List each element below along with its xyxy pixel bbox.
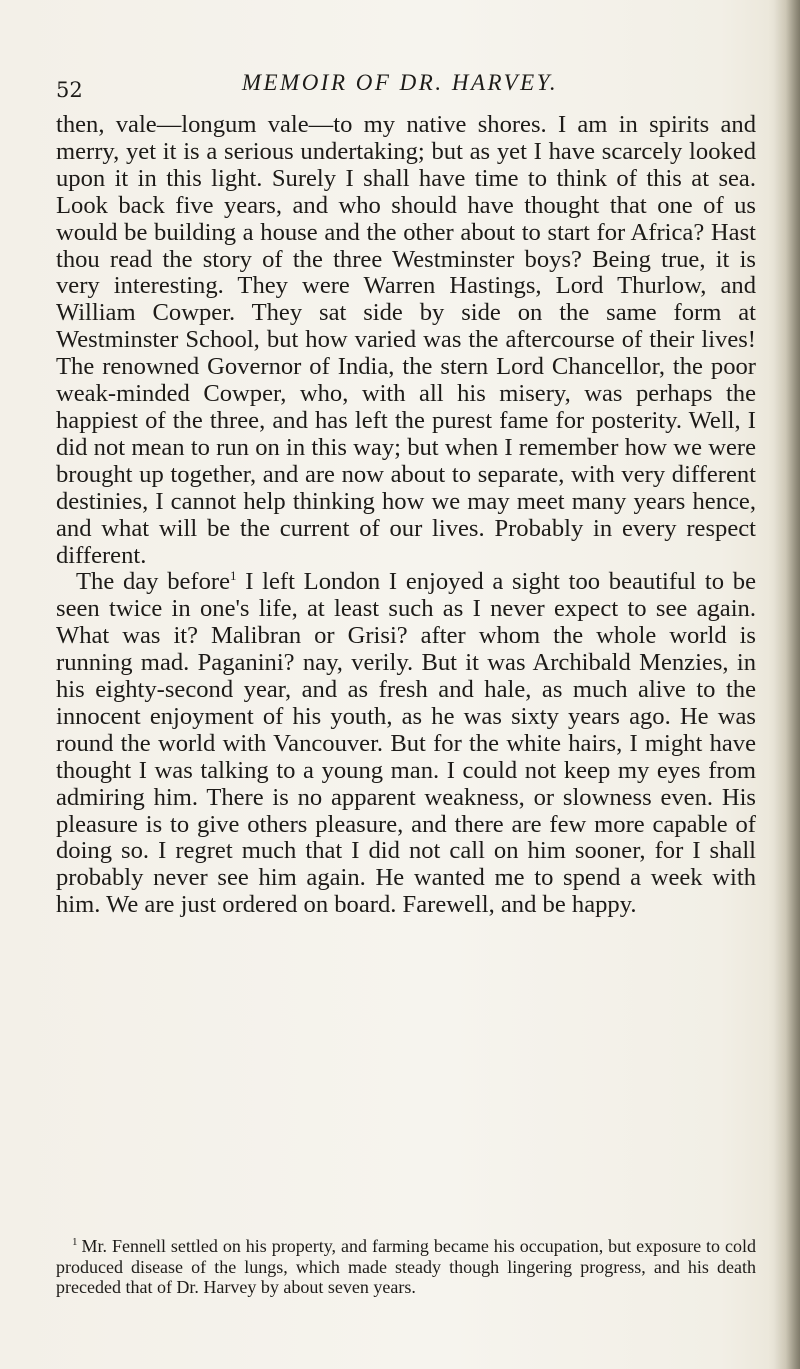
running-head: MEMOIR OF DR. HARVEY.: [241, 70, 559, 95]
paragraph-opening: The day before: [76, 568, 231, 596]
footnote-body: Mr. Fennell settled on his property, and farming became his occupation, but exposure to cold produced disease of the lungs, which made steady though lingering progress, and his death preceded that of Dr. Harvey by about seven years.: [56, 1236, 756, 1297]
footnote-reference: 1: [230, 568, 237, 584]
paragraph-continuation: I left London I enjoyed a sight too beautiful to be seen twice in one's life, at least such as I never expect to see again. What was it? Malibran or Grisi? after whom the whole world is running mad. Paganini? nay, verily. But it was Archibald Menzies, in his eighty-second year, and as fresh and hale, as much alive to the innocent enjoyment of his youth, as he was sixty years ago. He was round the world with Vancouver. But for the white hairs, I might have thought I was talking to a young man. I could not keep my eyes from admiring him. There is no apparent weakness, or slowness even. His pleasure is to give others pleasure, and there are few more capable of doing so. I regret much that I did not call on him sooner, for I shall probably never see him again. He wanted me to spend a week with him. We are just ordered on board. Farewell, and be happy.: [56, 568, 756, 919]
body-text: [56, 112, 756, 919]
footnote-mark: 1: [72, 1236, 78, 1248]
page-edge-shadow: [774, 0, 800, 1369]
paragraph: [56, 569, 756, 919]
footnote: [56, 1236, 756, 1298]
page-number: 52: [56, 78, 83, 102]
footnote-text: [56, 1236, 756, 1298]
page-header: [0, 70, 800, 110]
paragraph: then, vale—longum vale—to my native shores. I am in spirits and merry, yet it is a serious undertaking; but as yet I have scarcely looked upon it in this light. Surely I shall have time to think of this at sea. Look back five years, and who should have thought that one of us would be building a house and the other about to start for Africa? Hast thou read the story of the three Westminster boys? Being true, it is very interesting. They were Warren Hastings, Lord Thurlow, and William Cowper. They sat side by side on the same form at Westminster School, but how varied was the aftercourse of their lives! The renowned Governor of India, the stern Lord Chancellor, the poor weak-minded Cowper, who, with all his misery, was perhaps the happiest of the three, and has left the purest fame for posterity. Well, I did not mean to run on in this way; but when I remember how we were brought up together, and are now about to separate, with very different destinies, I cannot help thinking how we may meet many years hence, and what will be the current of our lives. Probably in every respect different.: [56, 111, 756, 569]
